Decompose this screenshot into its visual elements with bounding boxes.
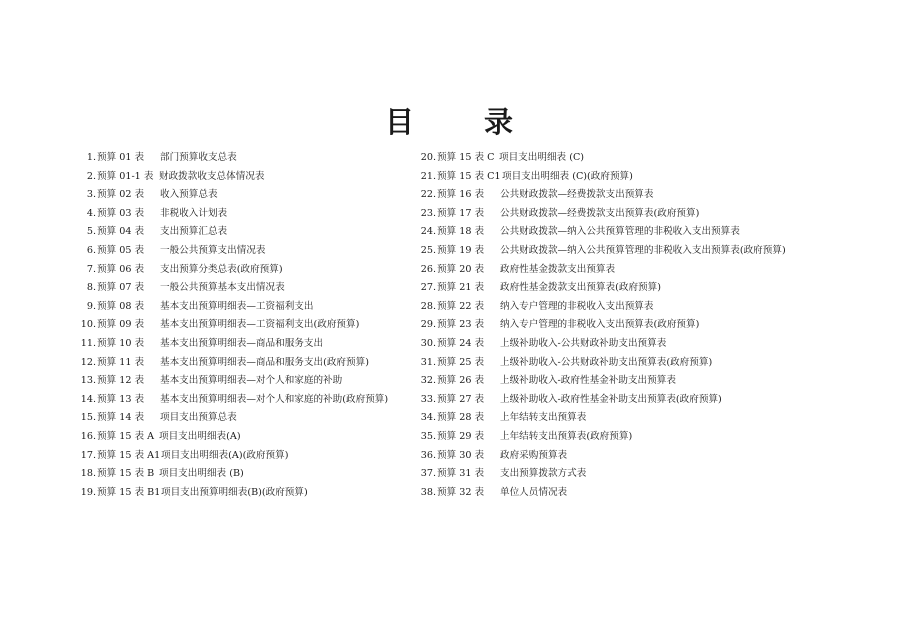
toc-item-number: 31. — [420, 356, 436, 368]
toc-item — [78, 298, 423, 317]
toc-item — [417, 335, 837, 354]
toc-item-number: 7. — [86, 263, 96, 275]
toc-item-number: 6. — [86, 244, 96, 256]
toc-item-number: 12. — [80, 356, 96, 368]
toc-item-number: 17. — [80, 449, 96, 461]
toc-item-title: 部门预算收支总表 — [160, 152, 237, 163]
toc-item-number: 18. — [80, 468, 96, 480]
toc-item-table-code: 预算 04 表 — [97, 226, 145, 238]
toc-item — [78, 335, 423, 354]
toc-item — [417, 168, 837, 187]
page-title: 目 录 — [384, 105, 544, 139]
toc-item-title: 政府采购预算表 — [500, 449, 568, 461]
toc-item-table-code: 预算 12 表 — [97, 375, 145, 387]
toc-item — [417, 298, 837, 317]
toc-item-table-code: 预算 14 表 — [97, 412, 145, 424]
toc-item-title: 项目支出明细表(A) — [159, 430, 241, 442]
toc-item — [417, 354, 837, 373]
toc-item-table-code: 预算 01 表 — [97, 152, 145, 163]
toc-item-title: 基本支出预算明细表—对个人和家庭的补助(政府预算) — [160, 393, 389, 405]
toc-item-title: 项目支出明细表 (C)(政府预算) — [502, 170, 633, 182]
toc-item-table-code: 预算 01-1 表 — [97, 170, 154, 182]
toc-item-title: 基本支出预算明细表—对个人和家庭的补助 — [160, 375, 343, 387]
toc-item-number: 24. — [420, 226, 436, 238]
toc-item-table-code: 预算 08 表 — [97, 300, 145, 312]
toc-item-number: 9. — [86, 300, 96, 312]
toc-item — [417, 428, 837, 447]
toc-item-title: 基本支出预算明细表—工资福利支出 — [160, 300, 314, 312]
toc-item — [78, 391, 423, 410]
toc-item — [78, 279, 423, 298]
toc-item-title: 单位人员情况表 — [500, 486, 568, 498]
toc-item — [417, 409, 837, 428]
toc-item-number: 22. — [420, 189, 436, 201]
toc-item-number: 29. — [420, 319, 436, 331]
toc-item-table-code: 预算 16 表 — [437, 189, 485, 201]
toc-item — [417, 261, 837, 280]
toc-item-table-code: 预算 17 表 — [437, 207, 485, 219]
toc-item-title: 政府性基金拨款支出预算表(政府预算) — [500, 282, 661, 294]
toc-item — [78, 149, 423, 168]
toc-item-title: 项目支出明细表(A)(政府预算) — [161, 449, 289, 461]
toc-item-table-code: 预算 31 表 — [437, 468, 485, 480]
toc-item-title: 一般公共预算基本支出情况表 — [160, 282, 285, 294]
toc-item-number: 16. — [80, 430, 96, 442]
toc-item-table-code: 预算 15 表 B1 — [97, 486, 161, 498]
toc-item-number: 1. — [86, 152, 96, 163]
toc-item-title: 财政拨款收支总体情况表 — [159, 170, 265, 182]
toc-item-number: 14. — [80, 393, 96, 405]
toc-item-table-code: 预算 28 表 — [437, 412, 485, 424]
toc-item — [78, 168, 423, 187]
toc-item-table-code: 预算 05 表 — [97, 244, 145, 256]
toc-item-table-code: 预算 15 表 A1 — [97, 449, 161, 461]
toc-item-number: 4. — [86, 207, 96, 219]
toc-item-title: 上年结转支出预算表 — [500, 412, 587, 424]
toc-item-table-code: 预算 07 表 — [97, 282, 145, 294]
toc-item-number: 36. — [420, 449, 436, 461]
toc-item — [78, 354, 423, 373]
toc-item — [417, 447, 837, 466]
toc-left-column — [78, 149, 423, 502]
toc-item-table-code: 预算 18 表 — [437, 226, 485, 238]
toc-item — [78, 447, 423, 466]
toc-item-table-code: 预算 32 表 — [437, 486, 485, 498]
toc-item-table-code: 预算 25 表 — [437, 356, 485, 368]
toc-item — [417, 242, 837, 261]
toc-item-number: 38. — [420, 486, 436, 498]
toc-item-table-code: 预算 09 表 — [97, 319, 145, 331]
toc-item-title: 上级补助收入-公共财政补助支出预算表 — [500, 337, 667, 349]
toc-item-table-code: 预算 15 表 A — [97, 430, 155, 442]
toc-item-title: 项目支出明细表 (B) — [159, 468, 244, 480]
toc-item-number: 10. — [80, 319, 96, 331]
toc-item-number: 23. — [420, 207, 436, 219]
toc-item-number: 35. — [420, 430, 436, 442]
toc-item — [78, 205, 423, 224]
toc-item-title: 基本支出预算明细表—商品和服务支出 — [160, 337, 324, 349]
toc-item — [417, 279, 837, 298]
toc-item-table-code: 预算 02 表 — [97, 189, 145, 201]
toc-item-table-code: 预算 29 表 — [437, 430, 485, 442]
toc-item-title: 支出预算分类总表(政府预算) — [160, 263, 283, 275]
toc-item — [78, 223, 423, 242]
toc-item — [417, 316, 837, 335]
toc-item-number: 37. — [420, 468, 436, 480]
toc-item — [78, 186, 423, 205]
toc-item-number: 2. — [86, 170, 96, 182]
toc-item-title: 上级补助收入-公共财政补助支出预算表(政府预算) — [500, 356, 713, 368]
toc-item-table-code: 预算 13 表 — [97, 393, 145, 405]
toc-item-table-code: 预算 20 表 — [437, 263, 485, 275]
toc-item-table-code: 预算 15 表 C1 — [437, 170, 501, 182]
toc-item-number: 21. — [420, 170, 436, 182]
toc-item — [417, 372, 837, 391]
toc-item-title: 公共财政拨款—纳入公共预算管理的非税收入支出预算表 — [500, 226, 740, 238]
toc-item-number: 26. — [420, 263, 436, 275]
toc-item-title: 项目支出明细表 (C) — [499, 152, 585, 163]
toc-item-title: 项目支出预算总表 — [160, 412, 237, 424]
toc-item-table-code: 预算 15 表 C — [437, 152, 495, 163]
toc-item-number: 8. — [86, 282, 96, 294]
toc-item-title: 上年结转支出预算表(政府预算) — [500, 430, 633, 442]
toc-item — [417, 391, 837, 410]
toc-item-title: 政府性基金拨款支出预算表 — [500, 263, 616, 275]
toc-item-table-code: 预算 15 表 B — [97, 468, 155, 480]
toc-item-number: 15. — [80, 412, 96, 424]
toc-item-title: 上级补助收入-政府性基金补助支出预算表 — [500, 375, 676, 387]
toc-right-column — [417, 149, 837, 502]
toc-item — [417, 223, 837, 242]
toc-item — [417, 149, 837, 168]
toc-item-title: 纳入专户管理的非税收入支出预算表 — [500, 300, 654, 312]
toc-item-title: 基本支出预算明细表—商品和服务支出(政府预算) — [160, 356, 369, 368]
toc-item — [78, 409, 423, 428]
toc-item-number: 32. — [420, 375, 436, 387]
toc-item-number: 33. — [420, 393, 436, 405]
toc-item-number: 28. — [420, 300, 436, 312]
toc-item-title: 公共财政拨款—经费拨款支出预算表(政府预算) — [500, 207, 700, 219]
toc-item-title: 公共财政拨款—纳入公共预算管理的非税收入支出预算表(政府预算) — [500, 244, 786, 256]
toc-item-title: 非税收入计划表 — [160, 207, 228, 219]
toc-item-table-code: 预算 06 表 — [97, 263, 145, 275]
toc-item-number: 3. — [86, 189, 96, 201]
toc-item — [417, 484, 837, 503]
toc-item-number: 11. — [80, 337, 96, 349]
toc-item — [78, 316, 423, 335]
toc-item-title: 支出预算汇总表 — [160, 226, 228, 238]
toc-item — [78, 242, 423, 261]
toc-item-number: 20. — [420, 152, 436, 163]
toc-item-title: 公共财政拨款—经费拨款支出预算表 — [500, 189, 654, 201]
toc-item — [78, 484, 423, 503]
toc-item-title: 一般公共预算支出情况表 — [160, 244, 266, 256]
toc-item-number: 13. — [80, 375, 96, 387]
toc-item-table-code: 预算 27 表 — [437, 393, 485, 405]
toc-item — [78, 428, 423, 447]
toc-item-table-code: 预算 22 表 — [437, 300, 485, 312]
toc-item — [417, 205, 837, 224]
toc-item-number: 27. — [420, 282, 436, 294]
toc-item-table-code: 预算 24 表 — [437, 337, 485, 349]
toc-item-number: 30. — [420, 337, 436, 349]
toc-item-table-code: 预算 23 表 — [437, 319, 485, 331]
toc-item-table-code: 预算 30 表 — [437, 449, 485, 461]
toc-item-title: 纳入专户管理的非税收入支出预算表(政府预算) — [500, 319, 700, 331]
toc-item-number: 19. — [80, 486, 96, 498]
toc-item — [417, 465, 837, 484]
toc-item-table-code: 预算 26 表 — [437, 375, 485, 387]
toc-item-table-code: 预算 19 表 — [437, 244, 485, 256]
toc-item-table-code: 预算 03 表 — [97, 207, 145, 219]
toc-item — [417, 186, 837, 205]
toc-item-title: 上级补助收入-政府性基金补助支出预算表(政府预算) — [500, 393, 722, 405]
toc-item-title: 收入预算总表 — [160, 189, 218, 201]
toc-item-title: 支出预算拨款方式表 — [500, 468, 587, 480]
toc-item-title: 基本支出预算明细表—工资福利支出(政府预算) — [160, 319, 360, 331]
toc-item-number: 25. — [420, 244, 436, 256]
toc-item — [78, 261, 423, 280]
toc-item-number: 5. — [86, 226, 96, 238]
toc-item-number: 34. — [420, 412, 436, 424]
toc-item-title: 项目支出预算明细表(B)(政府预算) — [161, 486, 308, 498]
toc-item-table-code: 预算 10 表 — [97, 337, 145, 349]
toc-item-table-code: 预算 11 表 — [97, 356, 145, 368]
toc-item — [78, 372, 423, 391]
toc-item — [78, 465, 423, 484]
toc-item-table-code: 预算 21 表 — [437, 282, 485, 294]
